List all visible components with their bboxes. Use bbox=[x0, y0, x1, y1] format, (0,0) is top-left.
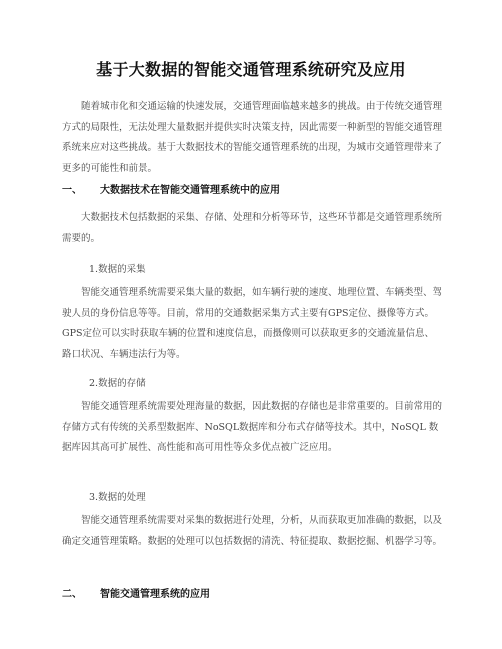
subsection-3-body: 智能交通管理系统需要对采集的数据进行处理，分析，从而获取更加准确的数据，以及确定交通管理策略。数据的处理可以包括数据的清洗、特征提取、数据挖掘、机器学习等。 bbox=[62, 515, 443, 547]
subsection-2-body: 智能交通管理系统需要处理海量的数据，因此数据的存储也是非常重要的。目前常用的存储方式有传统的关系型数据库、NoSQL数据库和分布式存储等技术。其中，NoSQL 数据库因其高可扩展性、高性能和高可用性等众多优点被广泛应用。 bbox=[62, 401, 443, 453]
subsection-3-heading: 3.数据的处理 bbox=[89, 492, 146, 503]
section-1-heading bbox=[62, 183, 280, 199]
section-2-number: 二、 bbox=[62, 589, 82, 600]
subsection-2-heading: 2.数据的存储 bbox=[89, 378, 146, 389]
section-2-heading bbox=[62, 587, 210, 603]
intro-paragraph: 随着城市化和交通运输的快速发展，交通管理面临越来越多的挑战。由于传统交通管理方式的局限性，无法处理大量数据并提供实时决策支持，因此需要一种新型的智能交通管理系统来应对这些挑战。基于大数据技术的智能交通管理系统的出现，为城市交通管理带来了更多的可能性和前景。 bbox=[62, 101, 443, 174]
section-1-number: 一、 bbox=[62, 185, 82, 196]
document-title: 基于大数据的智能交通管理系统研究及应用 bbox=[96, 60, 406, 79]
section-1-title: 大数据技术在智能交通管理系统中的应用 bbox=[100, 185, 280, 196]
subsection-1-body: 智能交通管理系统需要采集大量的数据，如车辆行驶的速度、地理位置、车辆类型、驾驶人员的身份信息等等。目前，常用的交通数据采集方式主要有GPS定位、摄像等方式。GPS定位可以实时获取车辆的位置和速度信息，而摄像则可以获取更多的交通流量信息、路口状况、车辆违法行为等。 bbox=[62, 287, 443, 360]
section-1-lead: 大数据技术包括数据的采集、存储、处理和分析等环节，这些环节都是交通管理系统所需要的。 bbox=[62, 212, 443, 244]
subsection-1-heading: 1.数据的采集 bbox=[89, 264, 146, 275]
section-2-title: 智能交通管理系统的应用 bbox=[100, 589, 210, 600]
